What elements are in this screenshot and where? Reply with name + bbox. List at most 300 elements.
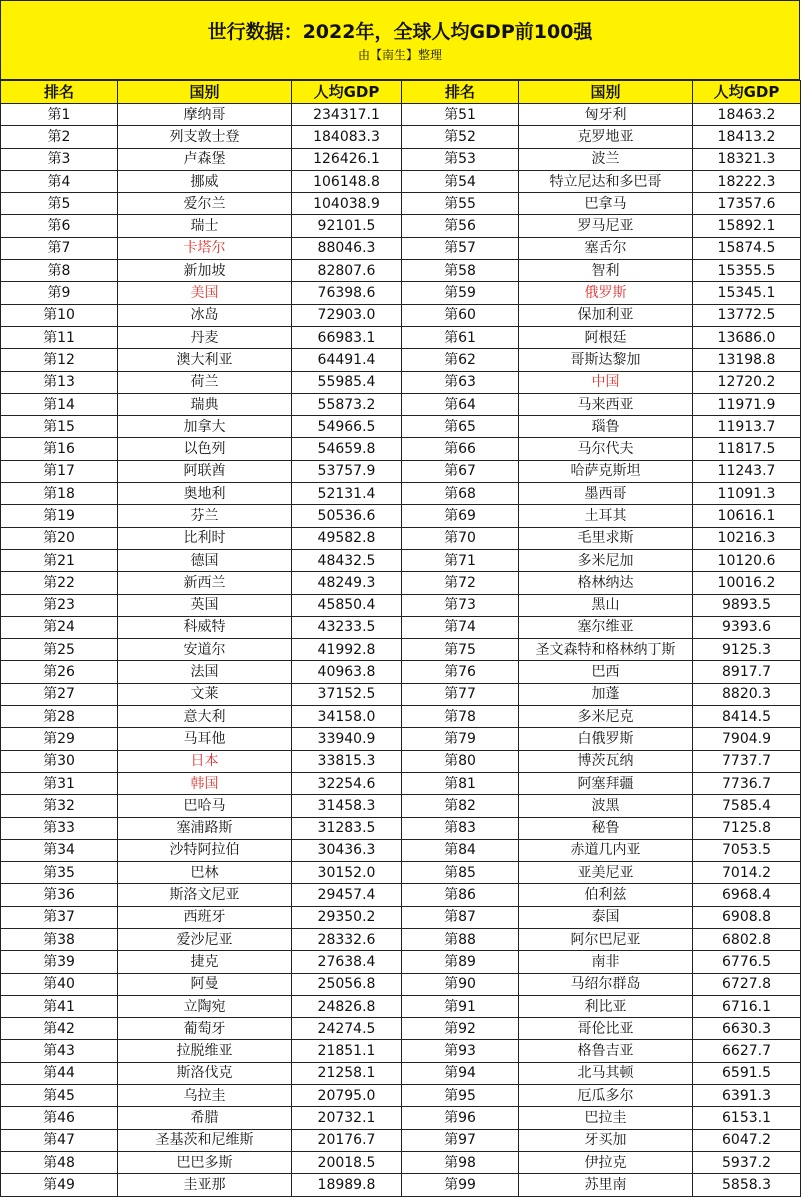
- rank-cell-right: 第98: [402, 1151, 519, 1173]
- table-row: [1, 951, 801, 973]
- rank-cell-right: 第69: [402, 505, 519, 527]
- gdp-cell-left: 21258.1: [292, 1062, 402, 1084]
- gdp-cell-right: 5937.2: [693, 1151, 801, 1173]
- gdp-cell-right: 6153.1: [693, 1107, 801, 1129]
- rank-cell-right: 第86: [402, 884, 519, 906]
- rank-cell-left: 第16: [1, 438, 118, 460]
- gdp-cell-left: 72903.0: [292, 304, 402, 326]
- country-cell-right: 赤道几内亚: [519, 839, 693, 861]
- rank-cell-right: 第87: [402, 906, 519, 928]
- gdp-cell-right: 6802.8: [693, 928, 801, 950]
- gdp-cell-left: 45850.4: [292, 594, 402, 616]
- rank-cell-left: 第48: [1, 1151, 118, 1173]
- rank-cell-right: 第70: [402, 527, 519, 549]
- gdp-cell-right: 7737.7: [693, 750, 801, 772]
- table-row: [1, 304, 801, 326]
- country-cell-left: 列支敦士登: [118, 126, 292, 148]
- country-cell-right: 伯利兹: [519, 884, 693, 906]
- country-cell-left: 韩国: [118, 772, 292, 794]
- rank-cell-right: 第97: [402, 1129, 519, 1151]
- country-cell-right: 利比亚: [519, 995, 693, 1017]
- gdp-cell-left: 30152.0: [292, 862, 402, 884]
- rank-cell-right: 第82: [402, 795, 519, 817]
- country-cell-left: 斯洛文尼亚: [118, 884, 292, 906]
- country-cell-left: 瑞典: [118, 393, 292, 415]
- gdp-cell-right: 15355.5: [693, 260, 801, 282]
- rank-cell-left: 第24: [1, 616, 118, 638]
- rank-cell-right: 第61: [402, 326, 519, 348]
- country-cell-left: 马耳他: [118, 728, 292, 750]
- rank-cell-right: 第85: [402, 862, 519, 884]
- rank-cell-right: 第95: [402, 1085, 519, 1107]
- rank-cell-left: 第36: [1, 884, 118, 906]
- rank-cell-left: 第6: [1, 215, 118, 237]
- table-row: [1, 1151, 801, 1173]
- gdp-cell-right: 11971.9: [693, 393, 801, 415]
- gdp-cell-right: 6047.2: [693, 1129, 801, 1151]
- country-cell-left: 丹麦: [118, 326, 292, 348]
- rank-cell-left: 第40: [1, 973, 118, 995]
- country-cell-left: 奥地利: [118, 483, 292, 505]
- rank-cell-right: 第71: [402, 549, 519, 571]
- gdp-cell-left: 54659.8: [292, 438, 402, 460]
- gdp-cell-left: 55873.2: [292, 393, 402, 415]
- rank-cell-right: 第79: [402, 728, 519, 750]
- rank-cell-left: 第22: [1, 572, 118, 594]
- table-row: [1, 483, 801, 505]
- gdp-cell-left: 48432.5: [292, 549, 402, 571]
- table-row: [1, 215, 801, 237]
- country-cell-right: 牙买加: [519, 1129, 693, 1151]
- rank-cell-left: 第2: [1, 126, 118, 148]
- gdp-cell-right: 6908.8: [693, 906, 801, 928]
- gdp-cell-left: 31283.5: [292, 817, 402, 839]
- rank-cell-right: 第67: [402, 460, 519, 482]
- table-row: [1, 1129, 801, 1151]
- country-cell-left: 拉脱维亚: [118, 1040, 292, 1062]
- gdp-cell-left: 20018.5: [292, 1151, 402, 1173]
- rank-cell-left: 第26: [1, 661, 118, 683]
- header-gdp-left: 人均GDP: [292, 81, 402, 104]
- gdp-cell-left: 234317.1: [292, 104, 402, 126]
- rank-cell-right: 第92: [402, 1018, 519, 1040]
- rank-cell-right: 第83: [402, 817, 519, 839]
- country-cell-right: 阿塞拜疆: [519, 772, 693, 794]
- table-row: [1, 527, 801, 549]
- gdp-cell-left: 43233.5: [292, 616, 402, 638]
- gdp-cell-left: 33815.3: [292, 750, 402, 772]
- country-cell-left: 阿联酋: [118, 460, 292, 482]
- country-cell-right: 墨西哥: [519, 483, 693, 505]
- rank-cell-left: 第38: [1, 928, 118, 950]
- rank-cell-right: 第60: [402, 304, 519, 326]
- country-cell-left: 爱沙尼亚: [118, 928, 292, 950]
- country-cell-right: 土耳其: [519, 505, 693, 527]
- table-row: [1, 549, 801, 571]
- gdp-cell-right: 6968.4: [693, 884, 801, 906]
- gdp-cell-right: 8917.7: [693, 661, 801, 683]
- table-row: [1, 906, 801, 928]
- rank-cell-right: 第99: [402, 1174, 519, 1196]
- rank-cell-left: 第49: [1, 1174, 118, 1196]
- rank-cell-right: 第57: [402, 237, 519, 259]
- country-cell-right: 中国: [519, 371, 693, 393]
- table-row: [1, 750, 801, 772]
- table-row: [1, 973, 801, 995]
- country-cell-left: 西班牙: [118, 906, 292, 928]
- country-cell-left: 沙特阿拉伯: [118, 839, 292, 861]
- gdp-cell-right: 10216.3: [693, 527, 801, 549]
- rank-cell-left: 第14: [1, 393, 118, 415]
- rank-cell-left: 第43: [1, 1040, 118, 1062]
- table-row: [1, 416, 801, 438]
- country-cell-right: 俄罗斯: [519, 282, 693, 304]
- rank-cell-left: 第12: [1, 349, 118, 371]
- country-cell-left: 澳大利亚: [118, 349, 292, 371]
- rank-cell-right: 第96: [402, 1107, 519, 1129]
- table-row: [1, 1040, 801, 1062]
- table-row: [1, 1174, 801, 1196]
- rank-cell-left: 第35: [1, 862, 118, 884]
- table-row: [1, 706, 801, 728]
- country-cell-left: 冰岛: [118, 304, 292, 326]
- rank-cell-left: 第9: [1, 282, 118, 304]
- country-cell-left: 卢森堡: [118, 148, 292, 170]
- gdp-cell-left: 52131.4: [292, 483, 402, 505]
- table-row: [1, 839, 801, 861]
- table-row: [1, 371, 801, 393]
- country-cell-right: 哈萨克斯坦: [519, 460, 693, 482]
- rank-cell-right: 第75: [402, 639, 519, 661]
- country-cell-left: 乌拉圭: [118, 1085, 292, 1107]
- rank-cell-left: 第5: [1, 193, 118, 215]
- gdp-cell-left: 20176.7: [292, 1129, 402, 1151]
- table-row: [1, 795, 801, 817]
- rank-cell-right: 第58: [402, 260, 519, 282]
- table-row: [1, 995, 801, 1017]
- gdp-table: [0, 80, 801, 1197]
- gdp-cell-left: 184083.3: [292, 126, 402, 148]
- rank-cell-right: 第64: [402, 393, 519, 415]
- rank-cell-right: 第81: [402, 772, 519, 794]
- country-cell-right: 博茨瓦纳: [519, 750, 693, 772]
- gdp-cell-left: 104038.9: [292, 193, 402, 215]
- gdp-cell-right: 10120.6: [693, 549, 801, 571]
- rank-cell-right: 第89: [402, 951, 519, 973]
- table-row: [1, 772, 801, 794]
- rank-cell-right: 第88: [402, 928, 519, 950]
- gdp-cell-right: 12720.2: [693, 371, 801, 393]
- gdp-cell-left: 33940.9: [292, 728, 402, 750]
- gdp-cell-right: 9893.5: [693, 594, 801, 616]
- rank-cell-left: 第32: [1, 795, 118, 817]
- country-cell-right: 多米尼加: [519, 549, 693, 571]
- country-cell-left: 圭亚那: [118, 1174, 292, 1196]
- rank-cell-left: 第1: [1, 104, 118, 126]
- rank-cell-left: 第28: [1, 706, 118, 728]
- gdp-cell-left: 54966.5: [292, 416, 402, 438]
- rank-cell-left: 第39: [1, 951, 118, 973]
- gdp-cell-left: 88046.3: [292, 237, 402, 259]
- rank-cell-left: 第46: [1, 1107, 118, 1129]
- gdp-cell-right: 15345.1: [693, 282, 801, 304]
- table-row: [1, 928, 801, 950]
- gdp-cell-right: 10616.1: [693, 505, 801, 527]
- country-cell-left: 爱尔兰: [118, 193, 292, 215]
- gdp-cell-right: 6776.5: [693, 951, 801, 973]
- rank-cell-left: 第31: [1, 772, 118, 794]
- gdp-cell-right: 17357.6: [693, 193, 801, 215]
- rank-cell-right: 第52: [402, 126, 519, 148]
- rank-cell-left: 第23: [1, 594, 118, 616]
- rank-cell-right: 第77: [402, 683, 519, 705]
- gdp-cell-left: 76398.6: [292, 282, 402, 304]
- country-cell-left: 芬兰: [118, 505, 292, 527]
- country-cell-right: 克罗地亚: [519, 126, 693, 148]
- rank-cell-left: 第41: [1, 995, 118, 1017]
- rank-cell-left: 第4: [1, 170, 118, 192]
- country-cell-left: 文莱: [118, 683, 292, 705]
- table-row: [1, 282, 801, 304]
- country-cell-left: 卡塔尔: [118, 237, 292, 259]
- country-cell-right: 罗马尼亚: [519, 215, 693, 237]
- country-cell-left: 英国: [118, 594, 292, 616]
- table-row: [1, 616, 801, 638]
- rank-cell-right: 第80: [402, 750, 519, 772]
- gdp-cell-right: 11091.3: [693, 483, 801, 505]
- table-row: [1, 572, 801, 594]
- rank-cell-right: 第63: [402, 371, 519, 393]
- gdp-cell-right: 9393.6: [693, 616, 801, 638]
- rank-cell-right: 第94: [402, 1062, 519, 1084]
- gdp-cell-right: 13198.8: [693, 349, 801, 371]
- table-row: [1, 884, 801, 906]
- rank-cell-right: 第76: [402, 661, 519, 683]
- gdp-cell-left: 24274.5: [292, 1018, 402, 1040]
- country-cell-right: 白俄罗斯: [519, 728, 693, 750]
- rank-cell-left: 第18: [1, 483, 118, 505]
- rank-cell-right: 第78: [402, 706, 519, 728]
- country-cell-left: 塞浦路斯: [118, 817, 292, 839]
- table-body: [1, 104, 801, 1197]
- gdp-cell-left: 49582.8: [292, 527, 402, 549]
- country-cell-right: 马来西亚: [519, 393, 693, 415]
- gdp-cell-left: 29350.2: [292, 906, 402, 928]
- gdp-cell-right: 13772.5: [693, 304, 801, 326]
- country-cell-right: 伊拉克: [519, 1151, 693, 1173]
- country-cell-right: 格林纳达: [519, 572, 693, 594]
- country-cell-left: 挪威: [118, 170, 292, 192]
- gdp-cell-left: 55985.4: [292, 371, 402, 393]
- rank-cell-right: 第55: [402, 193, 519, 215]
- rank-cell-left: 第45: [1, 1085, 118, 1107]
- rank-cell-left: 第47: [1, 1129, 118, 1151]
- rank-cell-right: 第56: [402, 215, 519, 237]
- gdp-cell-left: 27638.4: [292, 951, 402, 973]
- country-cell-right: 毛里求斯: [519, 527, 693, 549]
- gdp-cell-left: 29457.4: [292, 884, 402, 906]
- country-cell-left: 以色列: [118, 438, 292, 460]
- gdp-cell-left: 20795.0: [292, 1085, 402, 1107]
- rank-cell-left: 第21: [1, 549, 118, 571]
- table-row: [1, 438, 801, 460]
- country-cell-left: 德国: [118, 549, 292, 571]
- table-row: [1, 326, 801, 348]
- rank-cell-left: 第20: [1, 527, 118, 549]
- country-cell-right: 特立尼达和多巴哥: [519, 170, 693, 192]
- country-cell-right: 智利: [519, 260, 693, 282]
- rank-cell-right: 第93: [402, 1040, 519, 1062]
- country-cell-right: 塞尔维亚: [519, 616, 693, 638]
- gdp-cell-left: 32254.6: [292, 772, 402, 794]
- table-row: [1, 661, 801, 683]
- country-cell-right: 圣文森特和格林纳丁斯: [519, 639, 693, 661]
- table-row: [1, 237, 801, 259]
- rank-cell-right: 第59: [402, 282, 519, 304]
- gdp-cell-left: 66983.1: [292, 326, 402, 348]
- gdp-cell-right: 15892.1: [693, 215, 801, 237]
- gdp-cell-left: 126426.1: [292, 148, 402, 170]
- country-cell-left: 日本: [118, 750, 292, 772]
- table-row: [1, 193, 801, 215]
- country-cell-right: 哥伦比亚: [519, 1018, 693, 1040]
- page-subtitle: 由【南生】整理: [357, 48, 442, 62]
- table-row: [1, 148, 801, 170]
- rank-cell-left: 第33: [1, 817, 118, 839]
- country-cell-right: 巴拿马: [519, 193, 693, 215]
- country-cell-left: 巴巴多斯: [118, 1151, 292, 1173]
- gdp-cell-left: 41992.8: [292, 639, 402, 661]
- gdp-cell-right: 8414.5: [693, 706, 801, 728]
- rank-cell-left: 第29: [1, 728, 118, 750]
- rank-cell-right: 第66: [402, 438, 519, 460]
- gdp-cell-right: 7736.7: [693, 772, 801, 794]
- country-cell-right: 加蓬: [519, 683, 693, 705]
- table-row: [1, 862, 801, 884]
- country-cell-left: 法国: [118, 661, 292, 683]
- gdp-cell-right: 10016.2: [693, 572, 801, 594]
- gdp-cell-left: 53757.9: [292, 460, 402, 482]
- table-row: [1, 683, 801, 705]
- country-cell-right: 巴西: [519, 661, 693, 683]
- gdp-cell-right: 6591.5: [693, 1062, 801, 1084]
- header-rank-left: 排名: [1, 81, 118, 104]
- country-cell-left: 比利时: [118, 527, 292, 549]
- rank-cell-left: 第15: [1, 416, 118, 438]
- country-cell-right: 阿尔巴尼亚: [519, 928, 693, 950]
- header-country-right: 国别: [519, 81, 693, 104]
- rank-cell-left: 第27: [1, 683, 118, 705]
- gdp-cell-right: 6627.7: [693, 1040, 801, 1062]
- country-cell-left: 摩纳哥: [118, 104, 292, 126]
- gdp-cell-left: 20732.1: [292, 1107, 402, 1129]
- rank-cell-left: 第30: [1, 750, 118, 772]
- rank-cell-right: 第74: [402, 616, 519, 638]
- header-gdp-right: 人均GDP: [693, 81, 801, 104]
- table-row: [1, 817, 801, 839]
- rank-cell-left: 第37: [1, 906, 118, 928]
- table-row: [1, 639, 801, 661]
- rank-cell-right: 第62: [402, 349, 519, 371]
- table-row: [1, 104, 801, 126]
- country-cell-right: 巴拉圭: [519, 1107, 693, 1129]
- gdp-cell-left: 48249.3: [292, 572, 402, 594]
- rank-cell-left: 第42: [1, 1018, 118, 1040]
- gdp-cell-left: 31458.3: [292, 795, 402, 817]
- gdp-cell-right: 7014.2: [693, 862, 801, 884]
- country-cell-right: 匈牙利: [519, 104, 693, 126]
- country-cell-left: 安道尔: [118, 639, 292, 661]
- rank-cell-left: 第25: [1, 639, 118, 661]
- country-cell-left: 瑞士: [118, 215, 292, 237]
- country-cell-left: 新加坡: [118, 260, 292, 282]
- gdp-cell-left: 50536.6: [292, 505, 402, 527]
- gdp-cell-right: 9125.3: [693, 639, 801, 661]
- gdp-cell-left: 82807.6: [292, 260, 402, 282]
- table-row: [1, 460, 801, 482]
- title-banner: [0, 0, 800, 80]
- gdp-cell-left: 40963.8: [292, 661, 402, 683]
- rank-cell-left: 第10: [1, 304, 118, 326]
- rank-cell-left: 第8: [1, 260, 118, 282]
- country-cell-left: 斯洛伐克: [118, 1062, 292, 1084]
- table-row: [1, 126, 801, 148]
- table-row: [1, 170, 801, 192]
- rank-cell-left: 第7: [1, 237, 118, 259]
- country-cell-left: 加拿大: [118, 416, 292, 438]
- table-row: [1, 1085, 801, 1107]
- gdp-cell-right: 11817.5: [693, 438, 801, 460]
- header-rank-right: 排名: [402, 81, 519, 104]
- country-cell-left: 巴哈马: [118, 795, 292, 817]
- rank-cell-right: 第53: [402, 148, 519, 170]
- header-country-left: 国别: [118, 81, 292, 104]
- country-cell-right: 马尔代夫: [519, 438, 693, 460]
- country-cell-left: 圣基茨和尼维斯: [118, 1129, 292, 1151]
- gdp-cell-left: 24826.8: [292, 995, 402, 1017]
- country-cell-left: 意大利: [118, 706, 292, 728]
- table-row: [1, 260, 801, 282]
- country-cell-right: 保加利亚: [519, 304, 693, 326]
- table-row: [1, 1018, 801, 1040]
- gdp-cell-left: 92101.5: [292, 215, 402, 237]
- country-cell-right: 南非: [519, 951, 693, 973]
- gdp-cell-right: 13686.0: [693, 326, 801, 348]
- table-row: [1, 1062, 801, 1084]
- table-row: [1, 393, 801, 415]
- country-cell-right: 泰国: [519, 906, 693, 928]
- gdp-cell-left: 34158.0: [292, 706, 402, 728]
- rank-cell-right: 第54: [402, 170, 519, 192]
- country-cell-right: 苏里南: [519, 1174, 693, 1196]
- rank-cell-right: 第72: [402, 572, 519, 594]
- gdp-cell-left: 64491.4: [292, 349, 402, 371]
- gdp-cell-left: 18989.8: [292, 1174, 402, 1196]
- rank-cell-right: 第73: [402, 594, 519, 616]
- page-title: 世行数据：2022年，全球人均GDP前100强: [207, 21, 593, 43]
- rank-cell-left: 第17: [1, 460, 118, 482]
- rank-cell-right: 第51: [402, 104, 519, 126]
- gdp-cell-left: 106148.8: [292, 170, 402, 192]
- country-cell-right: 格鲁吉亚: [519, 1040, 693, 1062]
- rank-cell-left: 第44: [1, 1062, 118, 1084]
- gdp-cell-left: 30436.3: [292, 839, 402, 861]
- table-row: [1, 1107, 801, 1129]
- country-cell-right: 波兰: [519, 148, 693, 170]
- table-row: [1, 349, 801, 371]
- country-cell-left: 捷克: [118, 951, 292, 973]
- country-cell-right: 秘鲁: [519, 817, 693, 839]
